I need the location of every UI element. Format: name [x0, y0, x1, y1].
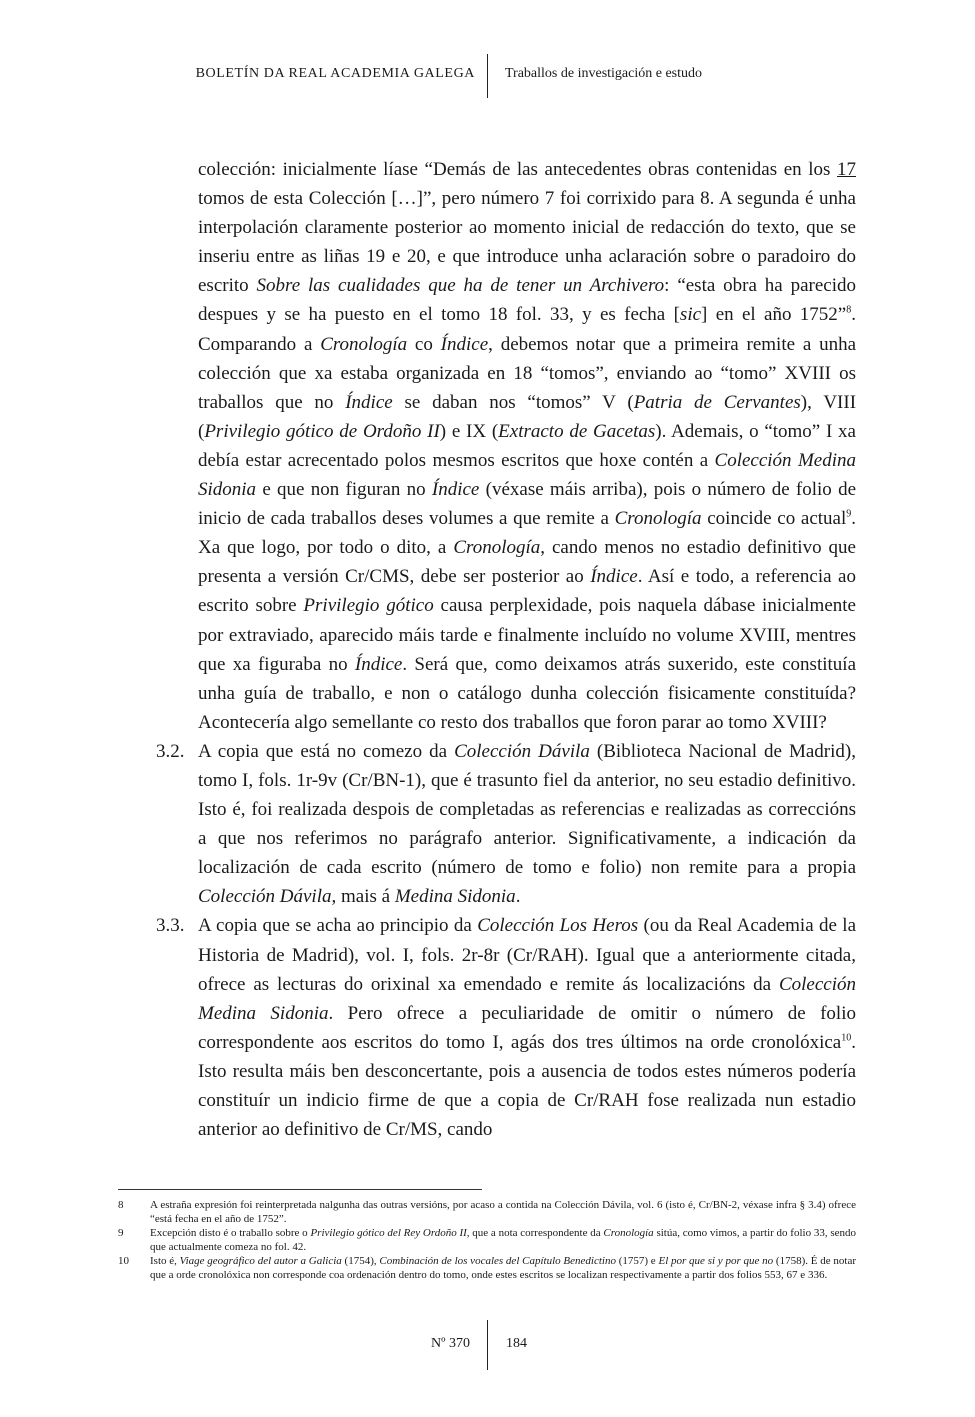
footer-divider — [487, 1320, 488, 1370]
running-header — [0, 62, 975, 102]
issue-number: Nº 370 — [431, 1336, 470, 1351]
paragraph-continuation: colección: inicialmente líase “Demás de las antecedentes obras contenidas en los 17 tomos de esta Colección […]”, pero número 7 foi corrixido para 8. A segunda é unha interpolación claramente posterior ao momento inicial de redacción do texto, que se inseriu entre as liñas 19 e 20, e que introduce unha aclaración sobre o paradoiro do escrito Sobre las cualidades que ha de tener un Archivero: “esta obra ha parecido despues y se ha puesto en el tomo 18 fol. 33, y es fecha [sic] en el año 1752”$^8$. Comparando a Cronología co Índice, debemos notar que a primeira remite a unha colección que xa estaba organizada en 18 “tomos”, enviando ao “tomo” XVIII os traballos que no Índice se daban nos “tomos” V (Patria de Cervantes), VIII (Privilegio gótico de Ordoño II) e IX (Extracto de Gacetas). Ademais, o “tomo” I xa debía estar acrecentado polos mesmos escritos que hoxe contén a Colección Medina Sidonia e que non figuran no Índice (véxase máis arriba), pois o número de folio de inicio de cada traballos deses volumes a que remite a Cronología coincide co actual$^9$. Xa que logo, por todo o dito, a Cronología, cando menos no estadio definitivo que presenta a versión Cr/CMS, debe ser posterior ao Índice. Así e todo, a referencia ao escrito sobre Privilegio gótico causa perplexidade, pois naquela dábase inicialmente por extraviado, aparecido máis tarde e finalmente incluído no volume XVIII, mentres que xa figuraba no Índice. Será que, como deixamos atrás suxerido, este constituía unha guía de traballo, e non o catálogo dunha colección fisicamente constituída? Acontecería algo semellante co resto dos traballos que foron parar ao tomo XVIII? — [198, 159, 857, 733]
footnote-10: 10 Isto é, Viage geográfico del autor a Galicia (1754), Combinación de los vocales del Capítulo Benedictino (1757) e El por que si y por que no (1758). É de notar que a orde cronolóxica non corresponde coa ordenación dentro do tomo, onde estes escritos se localizan respectivamente a partir dos folios 553, 67 e 336. — [118, 1255, 856, 1281]
header-divider — [487, 54, 488, 98]
section-title: Traballos de investigación e estudo — [505, 66, 703, 81]
list-item-3-3: 3.3. A copia que se acha ao principio da Colección Los Heros (ou da Real Academia de la Historia de Madrid), vol. I, fols. 2r-8r (Cr/RAH). Igual que a anteriormente citada, ofrece as lecturas do orixinal xa emendado e remite ás localizacións da Colección Medina Sidonia. Pero ofrece a peculiaridade de omitir o número de folio correspondente aos escritos do tomo I, agás dos tres últimos na orde cronolóxica$^{10}$. Isto resulta máis ben desconcertante, pois a ausencia de todos estes números podería constituír un indicio firme de que a copia de Cr/RAH fose realizada nun estadio anterior ao definitivo de Cr/MS, cando — [198, 911, 856, 1144]
footnotes — [118, 1198, 856, 1282]
footnote-ref-9[interactable]: 9 — [846, 508, 852, 520]
main-text — [156, 155, 857, 1144]
footnote-8: 8 A estraña expresión foi reinterpretada nalgunha das outras versións, por acaso a contida na Colección Dávila, vol. 6 (isto é, Cr/BN-2, véxase infra § 3.4) ofrece “está fecha en el año de 1752”. — [118, 1199, 856, 1225]
page-number: 184 — [506, 1336, 527, 1351]
footnote-ref-10[interactable]: 10 — [841, 1032, 852, 1044]
footnote-9: 9 Excepción disto é o traballo sobre o Privilegio gótico del Rey Ordoño II, que a nota correspondente da Cronología sitúa, como vimos, a partir do folio 33, sendo que actualmente comeza no fol. 42. — [118, 1227, 857, 1253]
footnote-ref-8[interactable]: 8 — [846, 305, 852, 317]
list-item-3-2: 3.2. A copia que está no comezo da Colección Dávila (Biblioteca Nacional de Madrid), tomo I, fols. 1r-9v (Cr/BN-1), que é trasunto fiel da anterior, no seu estadio definitivo. Isto é, foi realizada despois de completadas as referencias e realizadas as correccións a que nos referimos no parágrafo anterior. Significativamente, a indicación da localización de cada escrito (número de tomo e folio) non remite para a propia Colección Dávila, mais á Medina Sidonia. — [198, 737, 856, 912]
item-number: 3.3. — [156, 915, 185, 937]
journal-title: BOLETÍN DA REAL ACADEMIA GALEGA — [195, 66, 475, 81]
page-footer — [0, 1320, 975, 1370]
footnote-divider — [118, 1189, 482, 1190]
item-number: 3.2. — [156, 740, 185, 762]
